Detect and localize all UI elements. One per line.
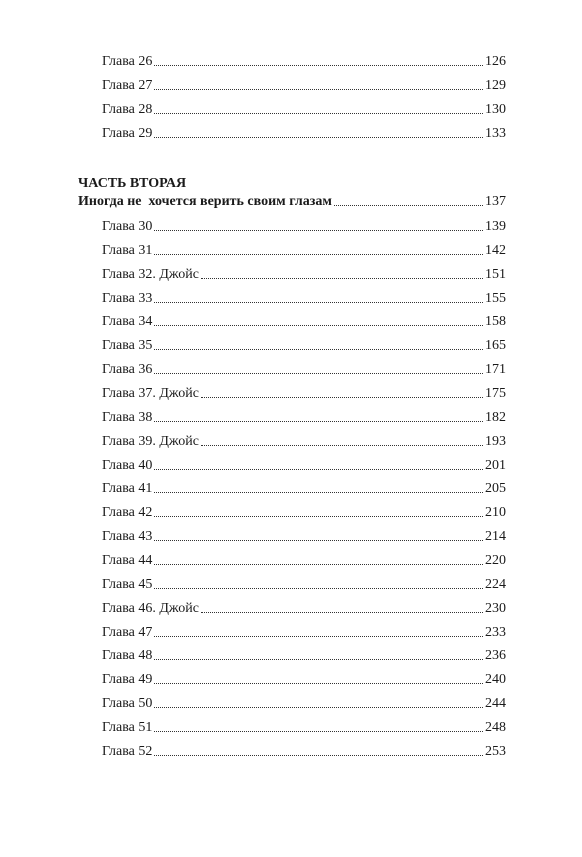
dot-leader: [154, 137, 483, 138]
page-number: 130: [485, 102, 506, 117]
dot-leader: [154, 89, 483, 90]
chapter-label: Глава 34: [102, 314, 153, 330]
chapter-label: Глава 49: [102, 672, 153, 688]
dot-leader: [201, 278, 483, 279]
toc-entry: [102, 334, 506, 354]
chapter-label: Глава 51: [102, 719, 153, 735]
toc-entry: [102, 477, 506, 497]
page-number: 224: [485, 576, 506, 592]
toc-entry: [102, 549, 506, 569]
page-number: 220: [485, 552, 506, 568]
toc-entry: [102, 287, 506, 307]
page-number: 155: [485, 290, 506, 306]
page-number: 201: [485, 457, 506, 473]
toc-entry: [102, 215, 506, 235]
dot-leader: [154, 707, 483, 708]
chapter-label: Глава 42: [102, 505, 153, 521]
page-number: 137: [485, 194, 506, 209]
page-number: 151: [485, 266, 506, 282]
dot-leader: [154, 659, 483, 660]
toc-entry: [102, 122, 506, 142]
chapter-label: Глава 44: [102, 552, 153, 568]
chapter-label: Глава 36: [102, 362, 153, 378]
toc-entry: [102, 358, 506, 378]
chapter-label: Глава 38: [102, 409, 153, 425]
page-number: 175: [485, 386, 506, 401]
dot-leader: [201, 445, 483, 446]
chapter-label: Глава 47: [102, 624, 153, 640]
toc-entry: [102, 525, 506, 545]
toc-entry: [102, 430, 506, 450]
page-number: 171: [485, 362, 506, 378]
toc-entry: [102, 573, 506, 593]
page-number: 133: [485, 126, 506, 141]
dot-leader: [154, 421, 483, 422]
dot-leader: [154, 230, 483, 231]
chapter-label: Глава 32. Джойс: [102, 266, 199, 282]
chapter-label: Глава 52: [102, 743, 153, 759]
toc-entry: [102, 740, 506, 760]
page-number: 129: [485, 78, 506, 93]
toc-entry: [102, 644, 506, 664]
page-number: 139: [485, 219, 506, 234]
toc-entry: [102, 239, 506, 259]
page-number: 240: [485, 672, 506, 688]
chapter-label: Глава 35: [102, 338, 153, 354]
page-number: 126: [485, 54, 506, 69]
page-number: 253: [485, 743, 506, 759]
toc-entry: [102, 382, 506, 402]
dot-leader: [154, 588, 483, 589]
page-number: 236: [485, 648, 506, 664]
page-number: 165: [485, 338, 506, 354]
toc-entry: [102, 263, 506, 283]
dot-leader: [154, 469, 483, 470]
dot-leader: [154, 540, 483, 541]
page-number: 205: [485, 481, 506, 497]
dot-leader: [154, 254, 483, 255]
dot-leader: [154, 373, 483, 374]
dot-leader: [154, 325, 483, 326]
dot-leader: [154, 349, 483, 350]
toc-entry: [102, 716, 506, 736]
chapter-label: Глава 48: [102, 648, 153, 664]
page-number: 193: [485, 433, 506, 449]
dot-leader: [154, 564, 483, 565]
toc-entry: [102, 668, 506, 688]
chapter-label: Глава 33: [102, 290, 153, 306]
chapter-label: Глава 41: [102, 481, 153, 497]
dot-leader: [154, 755, 483, 756]
toc-entry: [102, 692, 506, 712]
toc-entry: [102, 50, 506, 70]
page-number: 158: [485, 314, 506, 330]
part-subtitle-entry: [78, 192, 506, 210]
toc-entry: [102, 74, 506, 94]
toc-entry: [102, 98, 506, 118]
chapter-label: Глава 37. Джойс: [102, 386, 199, 401]
chapter-label: Глава 28: [102, 102, 153, 117]
toc-entry: [102, 454, 506, 474]
dot-leader: [154, 683, 483, 684]
chapter-label: Глава 29: [102, 126, 153, 141]
dot-leader: [154, 636, 483, 637]
page-number: 142: [485, 242, 506, 258]
dot-leader: [154, 492, 483, 493]
toc-entry: [102, 406, 506, 426]
chapter-label: Глава 40: [102, 457, 153, 473]
chapter-label: Глава 45: [102, 576, 153, 592]
chapter-label: Глава 46. Джойс: [102, 600, 199, 616]
chapter-label: Глава 39. Джойс: [102, 433, 199, 449]
chapter-label: Глава 43: [102, 529, 153, 544]
page-number: 182: [485, 409, 506, 425]
chapter-label: Глава 50: [102, 696, 153, 711]
dot-leader: [201, 612, 483, 613]
chapter-label: Глава 27: [102, 78, 153, 93]
dot-leader: [154, 302, 483, 303]
part-heading: ЧАСТЬ ВТОРАЯ: [78, 176, 187, 191]
chapter-label: Глава 26: [102, 54, 153, 69]
part-subtitle: Иногда не хочется верить своим глазам: [78, 194, 332, 209]
toc-entry: [102, 597, 506, 617]
chapter-label: Глава 30: [102, 219, 153, 234]
page-number: 210: [485, 505, 506, 521]
dot-leader: [154, 113, 483, 114]
dot-leader: [154, 65, 483, 66]
toc-entry: [102, 310, 506, 330]
dot-leader: [154, 516, 483, 517]
page-number: 248: [485, 719, 506, 735]
dot-leader: [154, 731, 483, 732]
page-number: 214: [485, 529, 506, 544]
dot-leader: [334, 205, 483, 206]
page-number: 230: [485, 600, 506, 616]
chapter-label: Глава 31: [102, 242, 153, 258]
dot-leader: [201, 397, 483, 398]
toc-entry: [102, 621, 506, 641]
toc-entry: [102, 501, 506, 521]
page-number: 233: [485, 624, 506, 640]
page-number: 244: [485, 696, 506, 711]
